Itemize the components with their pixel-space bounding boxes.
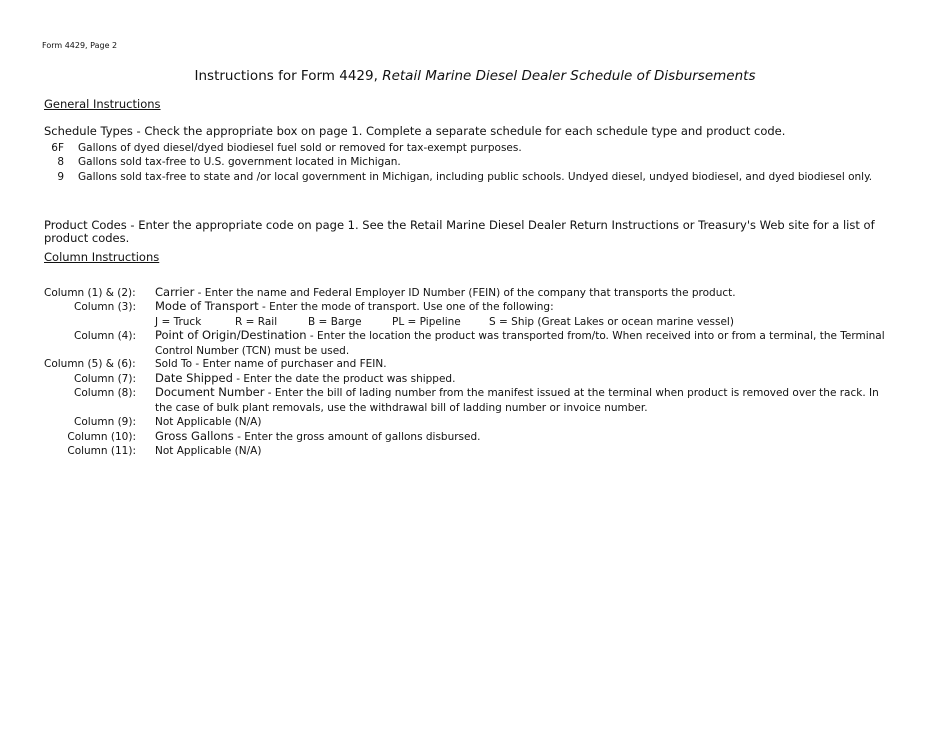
title-italic: Retail Marine Diesel Dealer Schedule of Disbursements — [382, 68, 756, 84]
column-desc: - Enter the bill of lading number from the manifest issued at the terminal when product is removed over the rack. In the case of bulk plant removals, use the withdrawal bill of ladding number or invoice number. — [155, 387, 879, 414]
column-lead: Gross Gallons — [155, 429, 234, 443]
column-lead: Carrier — [155, 285, 195, 299]
column-label: Column (5) & (6): — [44, 358, 136, 370]
column-label: Column (11): — [67, 445, 136, 457]
transport-codes — [155, 316, 734, 328]
page-title — [0, 68, 950, 84]
product-codes-paragraph: Product Codes - Enter the appropriate code on page 1. See the Retail Marine Diesel Dealer Return Instructions or Treasury's Web site for a list of product codes. — [44, 218, 875, 245]
column-instruction — [155, 385, 895, 415]
column-desc: Not Applicable (N/A) — [155, 445, 262, 457]
transport-code-item: J = Truck — [155, 316, 202, 328]
column-label: Column (4): — [74, 330, 136, 342]
column-desc: - Enter the gross amount of gallons disbursed. — [233, 431, 481, 443]
schedule-types-paragraph: Schedule Types - Check the appropriate box on page 1. Complete a separate schedule for each schedule type and product code. — [44, 124, 786, 138]
form-page-id: Form 4429, Page 2 — [42, 41, 118, 50]
column-desc: - Enter the date the product was shipped. — [232, 373, 456, 385]
column-label: Column (10): — [67, 431, 136, 443]
column-desc: - Enter the name and Federal Employer ID Number (FEIN) of the company that transports the product. — [194, 287, 736, 299]
transport-code-item: PL = Pipeline — [392, 316, 461, 328]
column-label: Column (3): — [74, 301, 136, 313]
column-lead: Document Number — [155, 385, 265, 399]
column-instruction — [155, 416, 261, 428]
column-lead: Date Shipped — [155, 371, 233, 385]
column-instruction — [155, 445, 261, 457]
column-desc: Sold To - Enter name of purchaser and FEIN. — [155, 358, 387, 370]
column-label: Column (7): — [74, 373, 136, 385]
column-instruction — [155, 371, 455, 385]
column-instruction — [155, 285, 736, 299]
column-label: Column (9): — [74, 416, 136, 428]
transport-code-item: B = Barge — [308, 316, 362, 328]
schedule-type-desc: Gallons sold tax-free to U.S. government located in Michigan. — [78, 156, 401, 168]
general-instructions-heading: General Instructions — [44, 97, 161, 111]
schedule-type-desc: Gallons sold tax-free to state and /or local government in Michigan, including public schools. Undyed diesel, undyed biodiesel, and dyed biodiesel only. — [78, 171, 873, 183]
schedule-type-code: 9 — [57, 171, 64, 183]
column-instructions-heading: Column Instructions — [44, 250, 160, 264]
column-instruction — [155, 299, 554, 313]
column-instruction — [155, 358, 387, 370]
column-desc: - Enter the mode of transport. Use one of the following: — [258, 301, 554, 313]
column-label: Column (1) & (2): — [44, 287, 136, 299]
column-lead: Mode of Transport — [155, 299, 259, 313]
schedule-type-code: 6F — [51, 142, 64, 154]
column-desc: - Enter the location the product was transported from/to. When received into or from a terminal, the Terminal Control Number (TCN) must be used. — [155, 330, 885, 357]
transport-code-item: R = Rail — [235, 316, 278, 328]
column-instruction — [155, 429, 481, 443]
title-prefix: Instructions for Form 4429, — [194, 68, 378, 84]
column-lead: Point of Origin/Destination — [155, 328, 307, 342]
column-label: Column (8): — [74, 387, 136, 399]
column-desc: Not Applicable (N/A) — [155, 416, 262, 428]
transport-code-item: S = Ship (Great Lakes or ocean marine vessel) — [489, 316, 734, 328]
schedule-type-code: 8 — [57, 156, 64, 168]
schedule-type-desc: Gallons of dyed diesel/dyed biodiesel fuel sold or removed for tax-exempt purposes. — [78, 142, 522, 154]
column-instruction — [155, 328, 895, 358]
